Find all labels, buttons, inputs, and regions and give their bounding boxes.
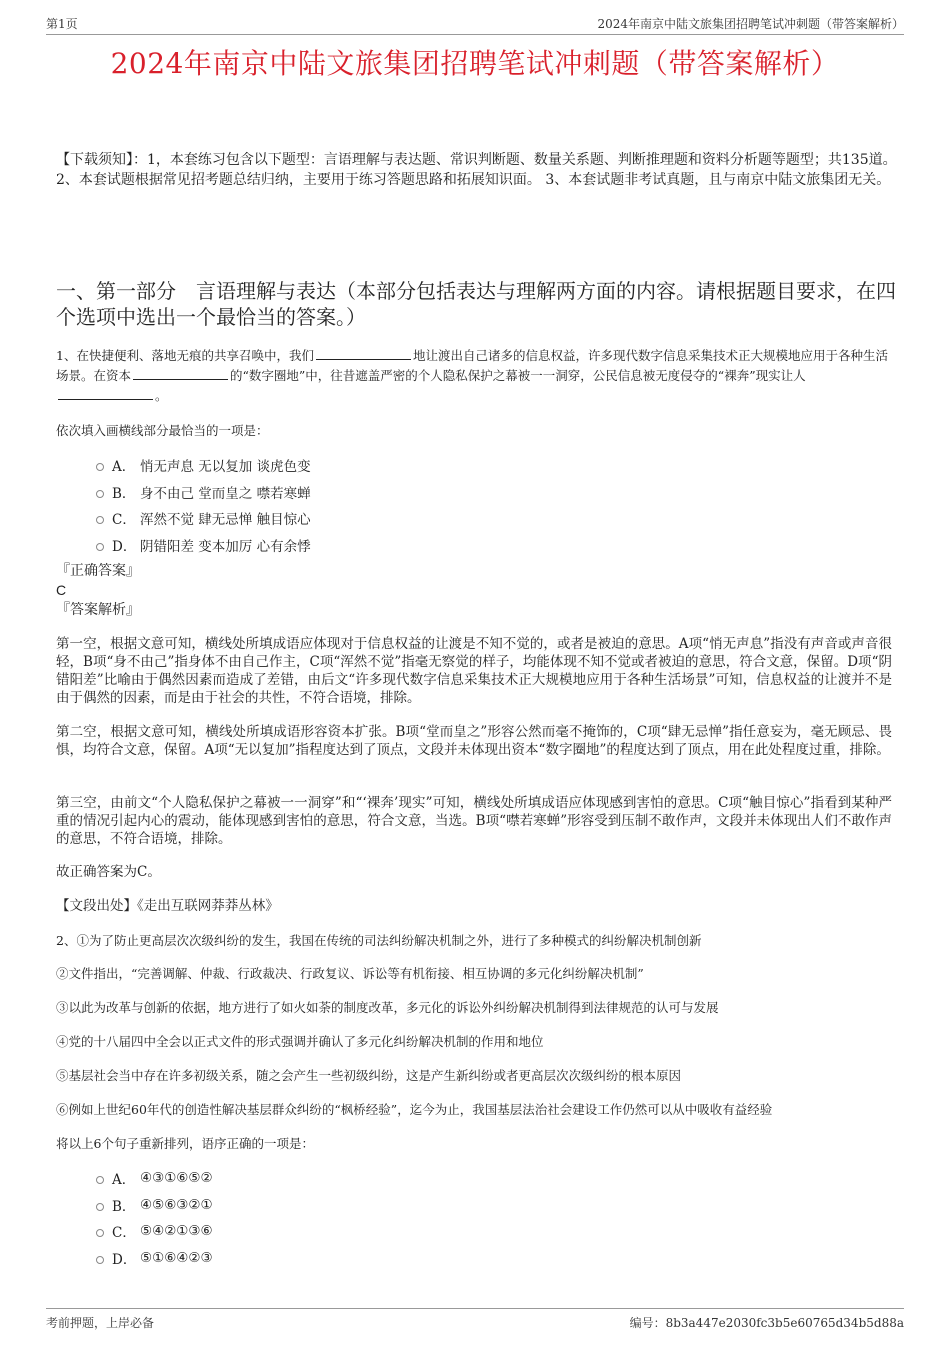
analysis-conclusion: 故正确答案为C。	[56, 864, 161, 880]
document-code: 编号：8b3a447e2030fc3b5e60765d34b5d88a	[629, 1316, 904, 1330]
question-1-prompt: 依次填入画横线部分最恰当的一项是：	[56, 423, 269, 438]
download-notice: 【下载须知】：1，本套练习包含以下题型：言语理解与表达题、常识判断题、数量关系题、判断推理题和资料分析题等题型；共135道。 2、本套试题根据常见招考题总结归纳，主要用于练习答题思路和拓展知识面。 3、本套试题非考试真题，且与南京中陆文旅集团无关。	[56, 152, 897, 188]
question-2-sentence-5: ⑤基层社会当中存在许多初级关系，随之会产生一些初级纠纷，这是产生新纠纷或者更高层次次级纠纷的根本原因	[56, 1068, 682, 1083]
question-2-sentence-2: ②文件指出，“完善调解、仲裁、行政裁决、行政复议、诉讼等有机衔接、相互协调的多元化纠纷解决机制”	[56, 966, 644, 981]
radio-icon[interactable]	[96, 1229, 104, 1237]
option-d[interactable]: D． 阴错阳差 变本加厉 心有余悸	[96, 532, 311, 559]
option-a[interactable]: A． 悄无声息 无以复加 谈虎色变	[96, 452, 311, 479]
footer-slogan: 考前押题，上岸必备	[46, 1316, 155, 1330]
radio-icon[interactable]	[96, 1176, 104, 1184]
option-c[interactable]: C． ⑤④②①③⑥	[96, 1218, 213, 1245]
radio-icon[interactable]	[96, 516, 104, 524]
question-1-options	[96, 452, 311, 558]
blank-3	[58, 387, 153, 400]
question-2-sentence-1: 2、①为了防止更高层次次级纠纷的发生，我国在传统的司法纠纷解决机制之外，进行了多种模式的纠纷解决机制创新	[56, 933, 702, 948]
option-b[interactable]: B． 身不由己 堂而皇之 噤若寒蝉	[96, 479, 311, 506]
question-2-sentence-3: ③以此为改革与创新的依据，地方进行了如火如荼的制度改革，多元化的诉讼外纠纷解决机制得到法律规范的认可与发展	[56, 1000, 719, 1015]
question-1-stem: 1、在快捷便利、落地无痕的共享召唤中，我们 地让渡出自己诸多的信息权益，许多现代数字信息采集技术正大规模地应用于各种生活场景。在资本 的“数字圈地”中，往昔遮盖严密的个人隐私保护之幕被一一洞穿，公民信息被无度侵夺的“裸奔”现实让人。	[56, 348, 888, 403]
analysis-paragraph-3: 第三空，由前文“个人隐私保护之幕被一一洞穿”和“‘裸奔’现实”可知，横线处所填成语应体现感到害怕的意思。C项“触目惊心”指看到某种严重的情况引起内心的震动，能体现感到害怕的意思，符合文意，当选。B项“噤若寒蝉”形容受到压制不敢作声，文段并未体现出人们不敢作声的意思，不符合语境，排除。	[56, 795, 892, 847]
section-heading: 一、第一部分 言语理解与表达（本部分包括表达与理解两方面的内容。请根据题目要求，在四个选项中选出一个最恰当的答案。）	[56, 279, 896, 329]
text-source: 【文段出处】《走出互联网莽莽丛林》	[56, 898, 279, 914]
option-a[interactable]: A． ④③①⑥⑤②	[96, 1165, 213, 1192]
blank-2	[133, 367, 228, 380]
page-footer	[46, 1308, 904, 1331]
radio-icon[interactable]	[96, 543, 104, 551]
page-header	[46, 14, 904, 35]
page-number: 第1页	[46, 17, 78, 31]
analysis-paragraph-1: 第一空，根据文意可知，横线处所填成语应体现对于信息权益的让渡是不知不觉的，或者是被迫的意思。A项“悄无声息”指没有声音或声音很轻，B项“身不由己”指身体不由自己作主，C项“浑然不觉”指毫无察觉的样子，均能体现不知不觉或者被迫的意思，符合文意，保留。D项“阴错阳差”比喻由于偶然因素而造成了差错，由后文“许多现代数字信息采集技术正大规模地应用于各种生活场景”可知，信息权益的让渡并不是由于偶然的因素，而是由于社会的共性，不符合语境，排除。	[56, 636, 892, 706]
question-2-prompt: 将以上6个句子重新排列，语序正确的一项是：	[56, 1136, 314, 1151]
answer-label: 『正确答案』	[56, 563, 140, 579]
radio-icon[interactable]	[96, 490, 104, 498]
question-2-sentence-6: ⑥例如上世纪60年代的创造性解决基层群众纠纷的“枫桥经验”，迄今为止，我国基层法治社会建设工作仍然可以从中吸收有益经验	[56, 1102, 773, 1117]
answer-value: C	[56, 582, 67, 598]
option-c[interactable]: C． 浑然不觉 肆无忌惮 触目惊心	[96, 505, 311, 532]
option-b[interactable]: B． ④⑤⑥③②①	[96, 1192, 213, 1219]
analysis-label: 『答案解析』	[56, 602, 140, 618]
question-2-sentence-4: ④党的十八届四中全会以正式文件的形式强调并确认了多元化纠纷解决机制的作用和地位	[56, 1034, 544, 1049]
radio-icon[interactable]	[96, 1203, 104, 1211]
radio-icon[interactable]	[96, 1256, 104, 1264]
analysis-paragraph-2: 第二空，根据文意可知，横线处所填成语形容资本扩张。B项“堂而皇之”形容公然而毫不掩饰的，C项“肆无忌惮”指任意妄为，毫无顾忌、畏惧，均符合文意，保留。A项“无以复加”指程度达到了顶点，文段并未体现出资本“数字圈地”的程度达到了顶点，用在此处程度过重，排除。	[56, 724, 892, 758]
document-title: 2024年南京中陆文旅集团招聘笔试冲刺题（带答案解析）	[110, 47, 840, 80]
radio-icon[interactable]	[96, 463, 104, 471]
option-d[interactable]: D． ⑤①⑥④②③	[96, 1245, 213, 1272]
header-doc-title: 2024年南京中陆文旅集团招聘笔试冲刺题（带答案解析）	[597, 17, 904, 31]
blank-1	[316, 347, 411, 360]
question-2-options	[96, 1165, 213, 1271]
